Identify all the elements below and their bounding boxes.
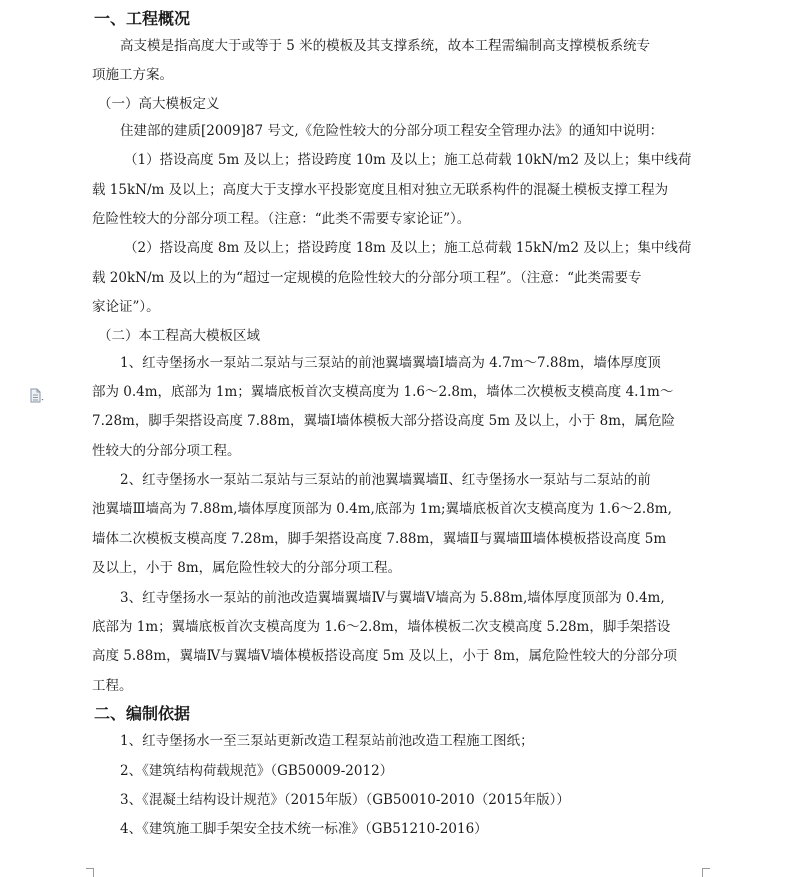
paragraph-line: 住建部的建质[2009]87 号文,《危险性较大的分部分项工程安全管理办法》的通知中说明： <box>120 122 664 139</box>
paragraph-line: 7.28m，脚手架搭设高度 7.88m，翼墙Ⅰ墙体模板大部分搭设高度 5m 及以上，小于 8m，属危险 <box>92 413 675 430</box>
paragraph-line: 墙体二次模板支模高度 7.28m，脚手架搭设高度 7.88m，翼墙Ⅱ与翼墙Ⅲ墙体模板搭设高度 5m <box>92 530 667 547</box>
list-item: 2、《建筑结构荷载规范》（GB50009-2012） <box>120 762 394 779</box>
document-body <box>92 6 708 845</box>
paragraph-line: （1）搭设高度 5m 及以上；搭设跨度 10m 及以上；施工总荷载 10kN/m2 及以上；集中线荷 <box>124 152 692 169</box>
paragraph-line: 项施工方案。 <box>92 67 173 84</box>
paragraph-line: 工程。 <box>92 677 133 694</box>
list-item: 1、红寺堡扬水一至三泵站更新改造工程泵站前池改造工程施工图纸； <box>120 733 534 750</box>
paragraph-line: 家论证”）。 <box>92 299 160 316</box>
page-margin-mark <box>702 868 710 869</box>
document-icon[interactable] <box>28 388 44 404</box>
paragraph-line: 性较大的分部分项工程。 <box>92 442 241 459</box>
paragraph-line: 2、红寺堡扬水一泵站二泵站与三泵站的前池翼墙翼墙Ⅱ、红寺堡扬水一泵站与二泵站的前 <box>120 472 651 489</box>
paragraph-line: 及以上，小于 8m，属危险性较大的分部分项工程。 <box>92 560 402 577</box>
subheading-area: （二）本工程高大模板区域 <box>98 327 260 344</box>
page-margin-mark <box>702 868 711 877</box>
section-heading-basis: 二、编制依据 <box>94 704 191 724</box>
paragraph-line: 部为 0.4m，底部为 1m；翼墙底板首次支模高度为 1.6～2.8m，墙体二次模板支模高度 4.1m～ <box>92 383 674 400</box>
paragraph-line: 高度 5.88m，翼墙Ⅳ与翼墙Ⅴ墙体模板搭设高度 5m 及以上，小于 8m，属危险性较大的分部分项 <box>92 648 678 665</box>
paragraph-line: 3、红寺堡扬水一泵站的前池改造翼墙翼墙Ⅳ与翼墙Ⅴ墙高为 5.88m,墙体厚度顶部为 0.4m, <box>120 589 665 606</box>
paragraph-line: 载 20kN/m 及以上的为“超过一定规模的危险性较大的分部分项工程”。（注意：“此类需要专 <box>92 269 642 286</box>
list-item: 3、《混凝土结构设计规范》（2015年版）（GB50010-2010（2015年版）） <box>120 791 570 808</box>
paragraph-line: 1、红寺堡扬水一泵站二泵站与三泵站的前池翼墙翼墙Ⅰ墙高为 4.7m～7.88m，墙体厚度顶 <box>120 354 661 371</box>
subheading-definition: （一）高大模板定义 <box>98 95 220 112</box>
paragraph-line: （2）搭设高度 8m 及以上；搭设跨度 18m 及以上；施工总荷载 15kN/m2 及以上；集中线荷 <box>124 240 692 257</box>
section-heading-overview: 一、工程概况 <box>94 9 191 28</box>
page-margin-mark <box>85 868 94 877</box>
list-item: 4、《建筑施工脚手架安全技术统一标准》（GB51210-2016） <box>120 821 488 838</box>
paragraph-line: 池翼墙Ⅲ墙高为 7.88m,墙体厚度顶部为 0.4m,底部为 1m;翼墙底板首次支模高度为 1.6～2.8m, <box>92 501 672 518</box>
paragraph-line: 危险性较大的分部分项工程。（注意：“此类不需要专家论证”）。 <box>92 210 471 227</box>
paragraph-line: 载 15kN/m 及以上；高度大于支撑水平投影宽度且相对独立无联系构件的混凝土模板支撑工程为 <box>92 181 669 198</box>
page-margin-mark <box>86 868 94 869</box>
paragraph-line: 底部为 1m；翼墙底板首次支模高度为 1.6～2.8m，墙体模板二次支模高度 5.28m，脚手架搭设 <box>92 619 671 636</box>
paragraph-line: 高支模是指高度大于或等于 5 米的模板及其支撑系统，故本工程需编制高支撑模板系统专 <box>120 38 651 54</box>
